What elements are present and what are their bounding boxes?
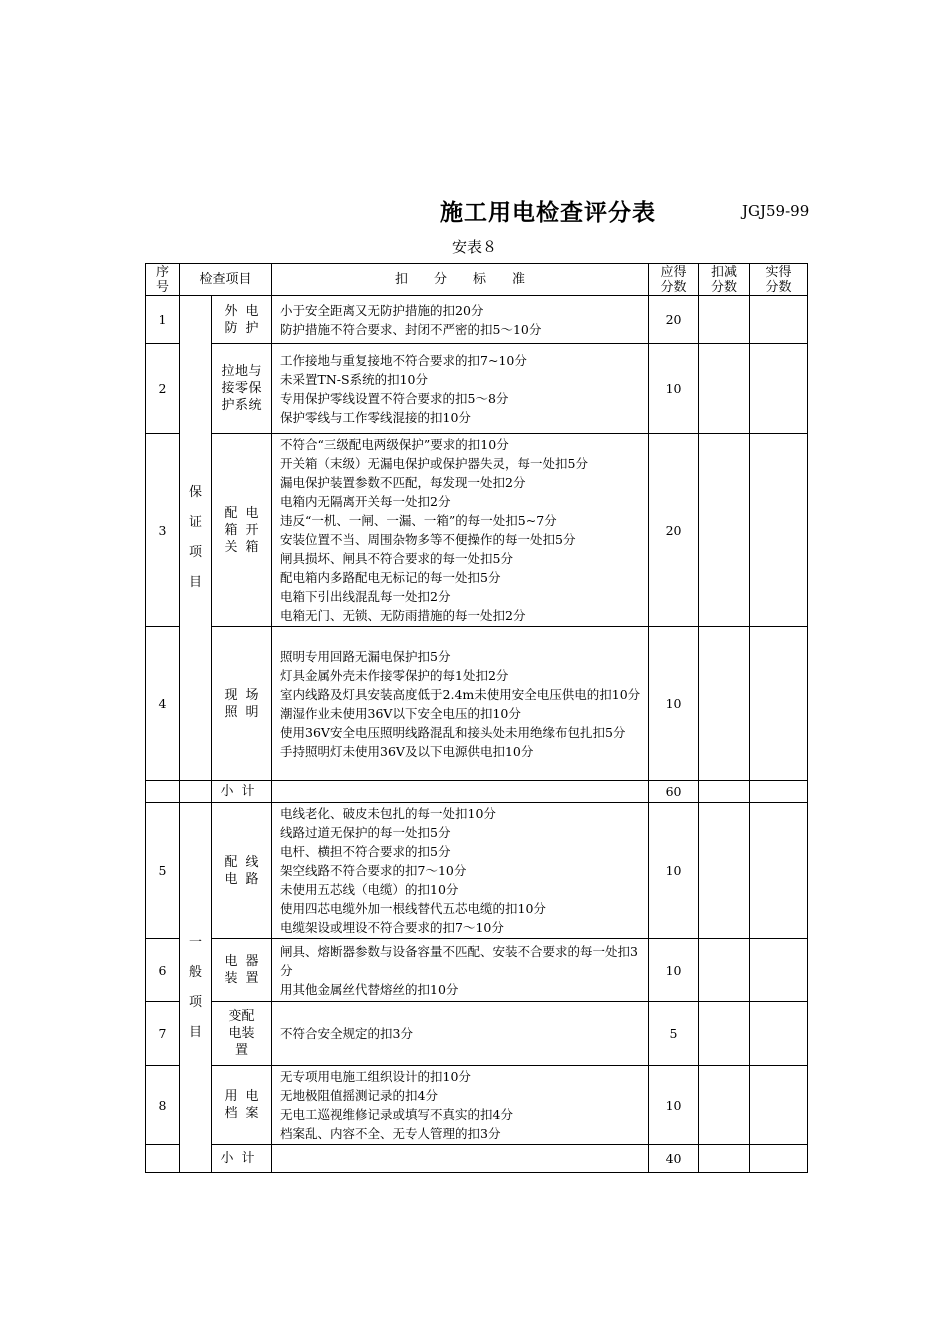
subtotal-standard [272, 781, 649, 803]
title-row [0, 194, 950, 228]
subtotal-label: 小计 [212, 781, 272, 803]
table-row [146, 1002, 808, 1066]
row-actual-score[interactable] [750, 803, 808, 939]
subtotal-deduct-score[interactable] [699, 781, 750, 803]
header-actual: 实得分数 [750, 264, 808, 296]
row-actual-score[interactable] [750, 344, 808, 434]
table-row [146, 434, 808, 627]
row-item: 配线电路 [212, 803, 272, 939]
row-seq: 4 [146, 627, 180, 781]
category-guarantee: 保证项目 [180, 296, 212, 781]
row-due-score: 10 [649, 1066, 699, 1145]
row-item: 用电档案 [212, 1066, 272, 1145]
table-row [146, 296, 808, 344]
header-row [146, 264, 808, 296]
row-due-score: 10 [649, 627, 699, 781]
table-row [146, 939, 808, 1002]
subtotal-actual-score[interactable] [750, 781, 808, 803]
subtotal-due-score: 60 [649, 781, 699, 803]
row-item: 现场照明 [212, 627, 272, 781]
subtotal-label: 小计 [212, 1145, 272, 1173]
row-due-score: 10 [649, 344, 699, 434]
row-deduct-score[interactable] [699, 1066, 750, 1145]
row-seq: 2 [146, 344, 180, 434]
row-seq: 8 [146, 1066, 180, 1145]
row-item: 配电箱开关箱 [212, 434, 272, 627]
row-due-score: 20 [649, 296, 699, 344]
row-actual-score[interactable] [750, 939, 808, 1002]
row-seq: 1 [146, 296, 180, 344]
header-deduct: 扣减分数 [699, 264, 750, 296]
form-number: 安表８ [452, 238, 498, 256]
row-actual-score[interactable] [750, 1002, 808, 1066]
row-seq: 5 [146, 803, 180, 939]
row-seq: 6 [146, 939, 180, 1002]
row-standard: 闸具、熔断器参数与设备容量不匹配、安装不合要求的每一处扣3分 用其他金属丝代替熔丝的扣10分 [272, 939, 649, 1002]
subtotal-deduct-score[interactable] [699, 1145, 750, 1173]
category-general: 一般项目 [180, 803, 212, 1173]
header-seq: 序号 [146, 264, 180, 296]
subtotal-seq [146, 1145, 180, 1173]
row-item: 电器装置 [212, 939, 272, 1002]
row-standard: 不符合“三级配电两级保护”要求的扣10分 开关箱（末级）无漏电保护或保护器失灵，每一处扣5分 漏电保护装置参数不匹配，每发现一处扣2分 电箱内无隔离开关每一处扣2分 违反“一机、一闸、一漏、一箱”的每一处扣5~7分 安装位置不当、周围杂物多等不便操作的每一处扣5分 闸具损坏、闸具不符合要求的每一处扣5分 配电箱内多路配电无标记的每一处扣5分 电箱下引出线混乱每一处扣2分 电箱无门、无锁、无防雨措施的每一处扣2分 [272, 434, 649, 627]
header-item: 检查项目 [180, 264, 272, 296]
subtotal-actual-score[interactable] [750, 1145, 808, 1173]
subtotal-due-score: 40 [649, 1145, 699, 1173]
row-standard: 不符合安全规定的扣3分 [272, 1002, 649, 1066]
subtotal-standard [272, 1145, 649, 1173]
row-standard: 工作接地与重复接地不符合要求的扣7~10分 未采置TN-S系统的扣10分 专用保护零线设置不符合要求的扣5～8分 保护零线与工作零线混接的扣10分 [272, 344, 649, 434]
row-deduct-score[interactable] [699, 434, 750, 627]
row-actual-score[interactable] [750, 434, 808, 627]
row-actual-score[interactable] [750, 627, 808, 781]
header-standard: 扣 分 标 准 [272, 264, 649, 296]
row-standard: 小于安全距离又无防护措施的扣20分 防护措施不符合要求、封闭不严密的扣5～10分 [272, 296, 649, 344]
subtotal-row [146, 781, 808, 803]
row-deduct-score[interactable] [699, 1002, 750, 1066]
page-title: 施工用电检查评分表 [440, 200, 656, 226]
table-row [146, 627, 808, 781]
row-seq: 7 [146, 1002, 180, 1066]
row-standard: 照明专用回路无漏电保护扣5分 灯具金属外壳未作接零保护的每1处扣2分 室内线路及灯具安装高度低于2.4m未使用安全电压供电的扣10分 潮湿作业未使用36V以下安全电压的扣10分 使用36V安全电压照明线路混乱和接头处未用绝缘布包扎扣5分 手持照明灯未使用36V及以下电源供电扣10分 [272, 627, 649, 781]
row-item: 拉地与接零保护系统 [212, 344, 272, 434]
row-due-score: 10 [649, 939, 699, 1002]
table-row [146, 803, 808, 939]
score-table [145, 263, 808, 1173]
row-deduct-score[interactable] [699, 803, 750, 939]
row-deduct-score[interactable] [699, 296, 750, 344]
row-actual-score[interactable] [750, 1066, 808, 1145]
row-seq: 3 [146, 434, 180, 627]
row-due-score: 20 [649, 434, 699, 627]
header-due: 应得分数 [649, 264, 699, 296]
table-row [146, 344, 808, 434]
row-item: 变配电装置 [212, 1002, 272, 1066]
standard-code: JGJ59-99 [742, 202, 810, 220]
row-standard: 电线老化、破皮未包扎的每一处扣10分 线路过道无保护的每一处扣5分 电杆、横担不符合要求的扣5分 架空线路不符合要求的扣7～10分 未使用五芯线（电缆）的扣10分 使用四芯电缆外加一根线替代五芯电缆的扣10分 电缆架设或埋设不符合要求的扣7～10分 [272, 803, 649, 939]
row-due-score: 10 [649, 803, 699, 939]
subtotal-seq [146, 781, 180, 803]
table-row [146, 1066, 808, 1145]
row-due-score: 5 [649, 1002, 699, 1066]
row-deduct-score[interactable] [699, 344, 750, 434]
subtotal-cat [180, 781, 212, 803]
row-deduct-score[interactable] [699, 939, 750, 1002]
row-deduct-score[interactable] [699, 627, 750, 781]
row-actual-score[interactable] [750, 296, 808, 344]
subtotal-row [146, 1145, 808, 1173]
row-item: 外电防护 [212, 296, 272, 344]
row-standard: 无专项用电施工组织设计的扣10分 无地极阻值摇测记录的扣4分 无电工巡视维修记录或填写不真实的扣4分 档案乱、内容不全、无专人管理的扣3分 [272, 1066, 649, 1145]
